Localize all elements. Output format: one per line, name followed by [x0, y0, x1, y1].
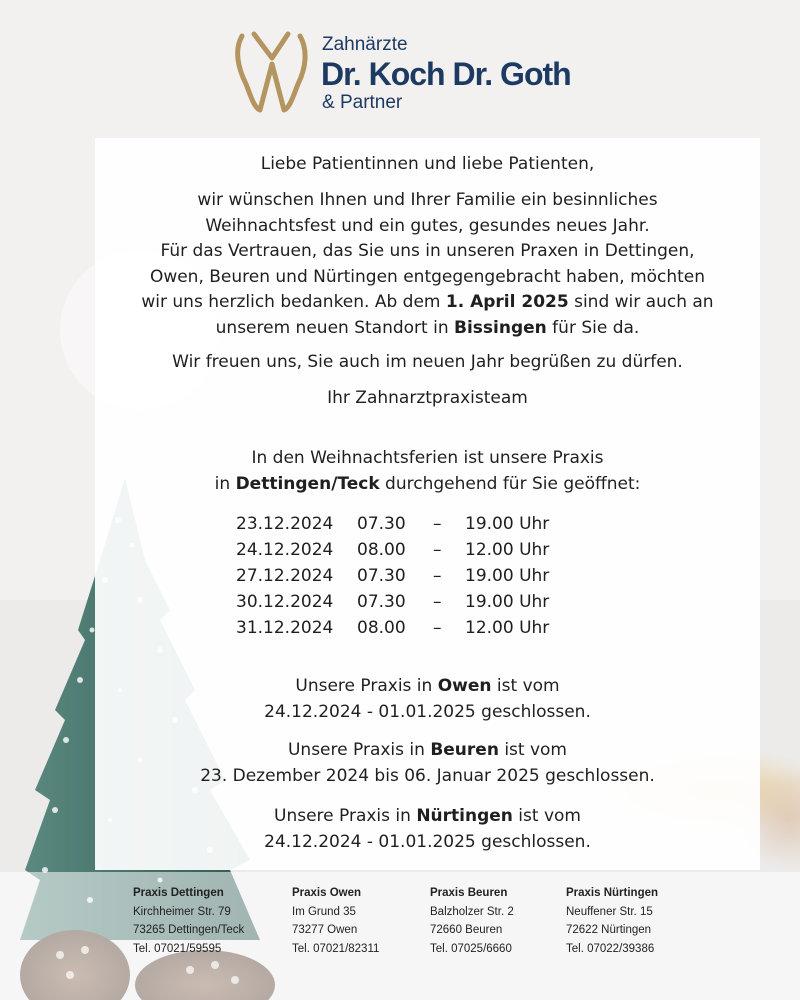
closure-owen: Unsere Praxis in Owen ist vom 24.12.2024 - 01.01.2025 geschlossen. — [264, 676, 591, 722]
date-highlight: 1. April 2025 — [445, 292, 569, 312]
closure-nuertingen: Unsere Praxis in Nürtingen ist vom 24.12.2024 - 01.01.2025 geschlossen. — [264, 806, 591, 852]
hours-row: 24.12.2024 08.00 – 12.00 Uhr — [236, 540, 550, 560]
hours-row: 30.12.2024 07.30 – 19.00 Uhr — [236, 592, 550, 612]
letter-card — [95, 138, 760, 870]
letter-paragraph-2: Wir freuen uns, Sie auch im neuen Jahr begrüßen zu dürfen. — [172, 352, 683, 372]
greeting: Liebe Patientinnen und liebe Patienten, — [260, 154, 595, 174]
practice-logo[interactable] — [232, 26, 612, 126]
address-beuren: Praxis Beuren Balzholzer Str. 2 72660 Beuren Tel. 07025/6660 — [430, 884, 514, 958]
letter-line: wir uns herzlich bedanken. Ab dem 1. April 2025 sind wir auch an — [141, 292, 714, 312]
logo-line-2: Dr. Koch Dr. Goth — [321, 56, 571, 92]
logo-line-3: & Partner — [322, 92, 403, 113]
address-dettingen: Praxis Dettingen Kirchheimer Str. 79 73265 Dettingen/Teck Tel. 07021/59595 — [133, 884, 244, 958]
hours-row: 23.12.2024 07.30 – 19.00 Uhr — [236, 514, 550, 534]
letter-paragraph-1 — [95, 188, 760, 341]
phone-link[interactable]: Tel. 07025/6660 — [430, 942, 512, 955]
phone-link[interactable]: Tel. 07022/39386 — [566, 942, 655, 955]
letter-line: Weihnachtsfest und ein gutes, gesundes neues Jahr. — [205, 215, 650, 236]
closure-beuren: Unsere Praxis in Beuren ist vom 23. Dezember 2024 bis 06. Januar 2025 geschlossen. — [200, 740, 655, 786]
hours-row: 27.12.2024 07.30 – 19.00 Uhr — [236, 566, 550, 586]
letter-line: Owen, Beuren und Nürtingen entgegengebracht haben, möchten — [149, 266, 706, 287]
address-nuertingen: Praxis Nürtingen Neuffener Str. 15 72622 Nürtingen Tel. 07022/39386 — [566, 884, 658, 958]
letter-line: unserem neuen Standort in Bissingen für Sie da. — [215, 317, 640, 338]
signature: Ihr Zahnarztpraxisteam — [327, 388, 528, 408]
address-owen: Praxis Owen Im Grund 35 73277 Owen Tel. 07021/82311 — [292, 884, 379, 958]
footer-addresses — [0, 872, 800, 1000]
location-highlight: Dettingen/Teck — [235, 473, 380, 494]
hours-row: 31.12.2024 08.00 – 12.00 Uhr — [236, 618, 550, 638]
logo-line-1: Zahnärzte — [322, 34, 408, 55]
phone-link[interactable]: Tel. 07021/59595 — [133, 942, 222, 955]
phone-link[interactable]: Tel. 07021/82311 — [292, 942, 380, 955]
letter-line: wir wünschen Ihnen und Ihrer Familie ein besinnliches — [197, 190, 658, 210]
location-highlight: Bissingen — [454, 317, 547, 338]
letter-line: Für das Vertrauen, das Sie uns in unseren Praxen in Dettingen, — [160, 241, 695, 261]
holiday-intro: In den Weihnachtsferien ist unsere Praxis in Dettingen/Teck durchgehend für Sie geöffnet: — [214, 448, 641, 494]
tooth-icon — [232, 28, 310, 114]
